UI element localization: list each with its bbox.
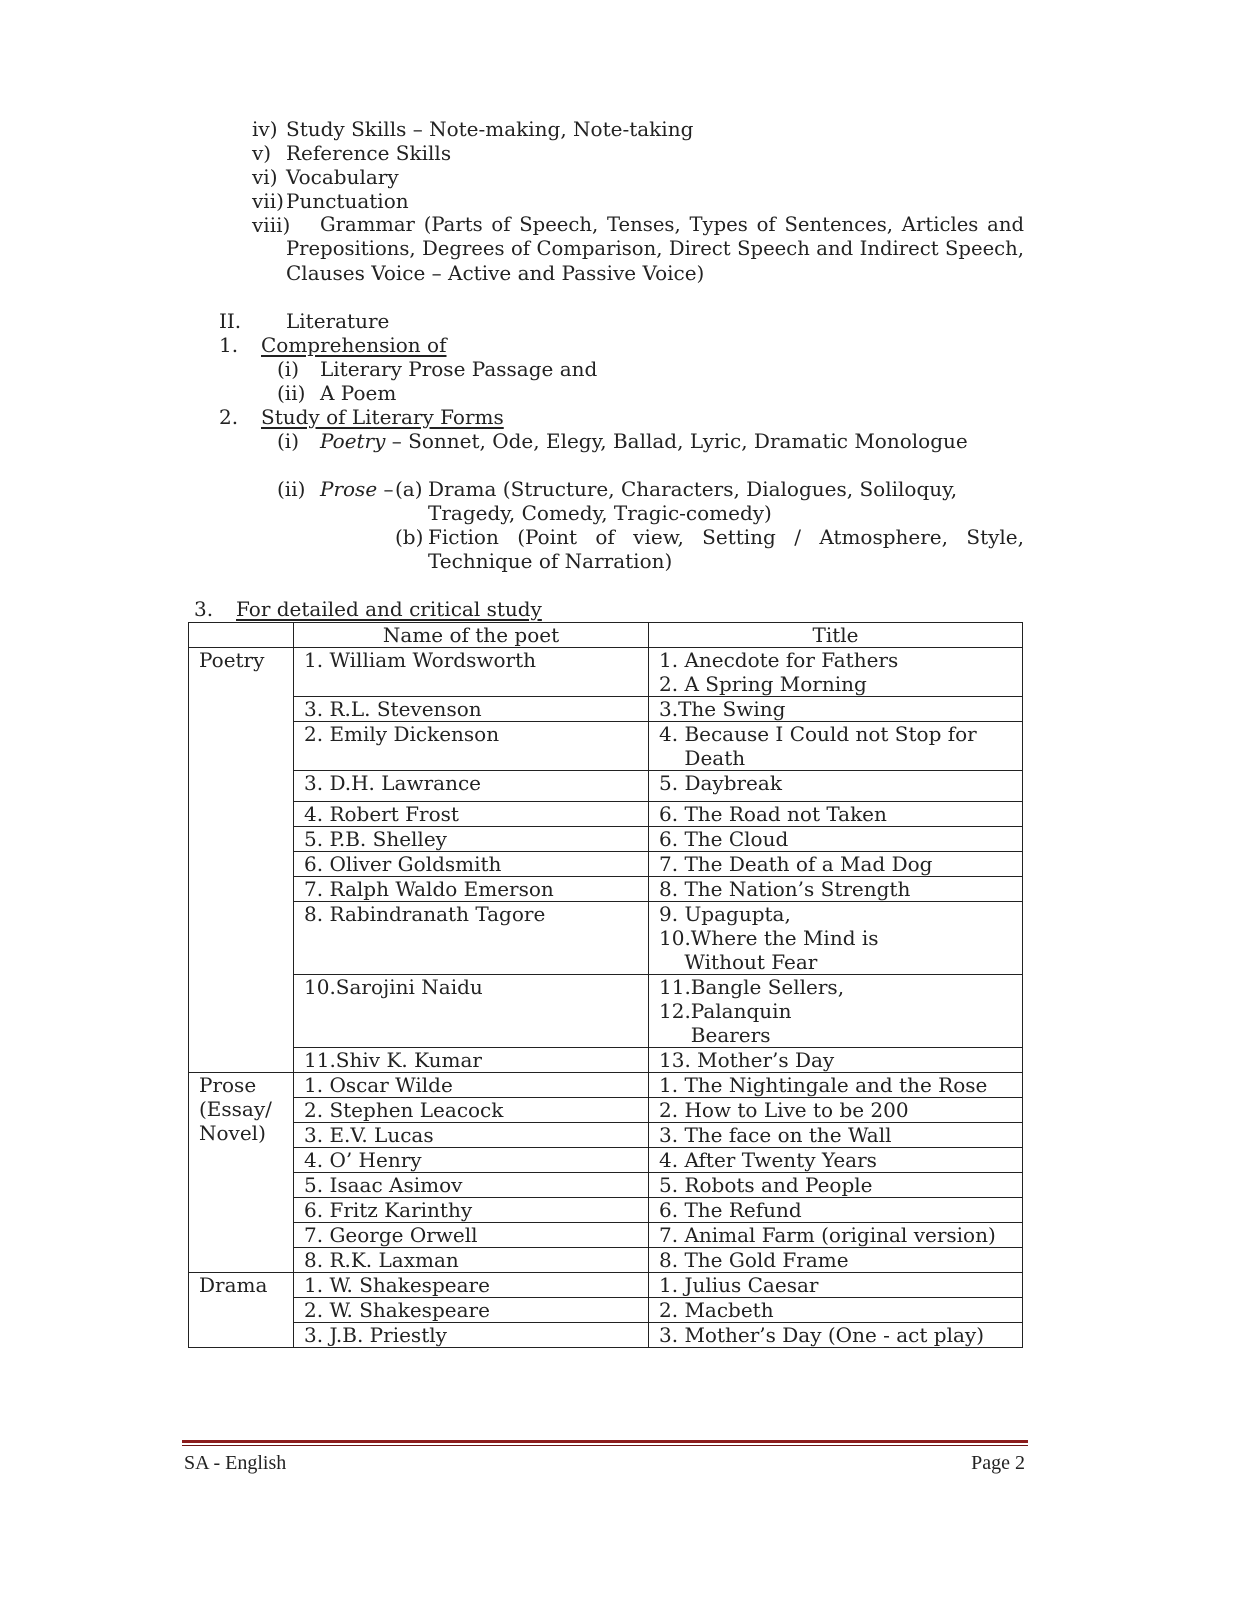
poet-cell: 11.Shiv K. Kumar (294, 1048, 649, 1073)
title-cell: 8. The Gold Frame (649, 1248, 1023, 1273)
title-cell: 1. Anecdote for Fathers 2. A Spring Morning (649, 648, 1023, 697)
table-row (189, 902, 1023, 975)
skill-text: Punctuation (286, 189, 409, 213)
title-cell: 2. Macbeth (649, 1298, 1023, 1323)
prose-form-lead (320, 477, 394, 501)
fiction-form-line-1: Fiction (Point of view, Setting / Atmosphere, Style, (428, 525, 1024, 549)
poet-cell: 1. W. Shakespeare (294, 1273, 649, 1298)
title-cell: 3. Mother’s Day (One - act play) (649, 1323, 1023, 1348)
poetry-form-text: – Sonnet, Ode, Elegy, Ballad, Lyric, Dramatic Monologue (385, 429, 968, 453)
header-category (189, 623, 294, 648)
table-row (189, 648, 1023, 697)
table-row (189, 1298, 1023, 1323)
comprehension-title: Comprehension of (261, 333, 447, 357)
header-poet: Name of the poet (294, 623, 649, 648)
poet-cell: 3. E.V. Lucas (294, 1123, 649, 1148)
poet-cell: 7. Ralph Waldo Emerson (294, 877, 649, 902)
poet-cell: 4. O’ Henry (294, 1148, 649, 1173)
comprehension-item-num: (ii) (277, 381, 306, 405)
poetry-form-num: (i) (277, 429, 300, 453)
fiction-form-num: (b) (395, 525, 424, 549)
table-row (189, 1223, 1023, 1248)
table-row (189, 1098, 1023, 1123)
grammar-line-1: Grammar (Parts of Speech, Tenses, Types of Sentences, Articles and (320, 213, 1024, 236)
table-row (189, 1248, 1023, 1273)
poet-cell: 2. Emily Dickenson (294, 722, 649, 771)
footer-rule (182, 1440, 1028, 1443)
comprehension-num: 1. (219, 333, 239, 357)
grammar-line-3: Clauses Voice – Active and Passive Voice) (286, 261, 705, 285)
title-cell: 4. Because I Could not Stop for Death (649, 722, 1023, 771)
comprehension-item-text: Literary Prose Passage and (320, 357, 598, 381)
title-cell: 5. Robots and People (649, 1173, 1023, 1198)
table-row (189, 802, 1023, 827)
title-cell: 3.The Swing (649, 697, 1023, 722)
drama-form-line-2: Tragedy, Comedy, Tragic-comedy) (428, 501, 772, 525)
skill-text: Vocabulary (286, 165, 399, 189)
prose-form-num: (ii) (277, 477, 306, 501)
title-cell: 6. The Cloud (649, 827, 1023, 852)
comprehension-item-text: A Poem (320, 381, 397, 405)
forms-title: Study of Literary Forms (261, 405, 504, 429)
skill-num: iv) (252, 117, 278, 141)
poet-cell: 3. R.L. Stevenson (294, 697, 649, 722)
category-poetry: Poetry (189, 648, 294, 1073)
study-title: For detailed and critical study (236, 597, 542, 621)
title-cell: 3. The face on the Wall (649, 1123, 1023, 1148)
table-row (189, 1148, 1023, 1173)
title-cell: 1. The Nightingale and the Rose (649, 1073, 1023, 1098)
literature-heading: Literature (286, 309, 390, 333)
title-cell: 9. Upagupta, 10.Where the Mind is Without Fear (649, 902, 1023, 975)
table-row (189, 1323, 1023, 1348)
literature-num: II. (219, 309, 242, 333)
poetry-form-line (320, 429, 968, 453)
drama-form-line-1: Drama (Structure, Characters, Dialogues, Soliloquy, (428, 477, 958, 501)
title-cell: 1. Julius Caesar (649, 1273, 1023, 1298)
poet-cell: 2. Stephen Leacock (294, 1098, 649, 1123)
title-cell: 5. Daybreak (649, 771, 1023, 802)
drama-form-num: (a) (395, 477, 423, 501)
title-cell: 4. After Twenty Years (649, 1148, 1023, 1173)
fiction-form-line-2: Technique of Narration) (428, 549, 673, 573)
title-cell: 6. The Refund (649, 1198, 1023, 1223)
poet-cell: 7. George Orwell (294, 1223, 649, 1248)
title-cell: 7. Animal Farm (original version) (649, 1223, 1023, 1248)
skill-text: Reference Skills (286, 141, 452, 165)
category-drama: Drama (189, 1273, 294, 1348)
table-row (189, 1198, 1023, 1223)
table-row (189, 852, 1023, 877)
skill-num: vii) (252, 189, 284, 213)
study-table (188, 622, 1023, 1348)
poetry-form-label: Poetry (320, 429, 386, 453)
footer-rule-thin (182, 1445, 1028, 1446)
table-row (189, 1073, 1023, 1098)
table-row (189, 1173, 1023, 1198)
title-cell: 13. Mother’s Day (649, 1048, 1023, 1073)
table-row (189, 697, 1023, 722)
table-row (189, 1273, 1023, 1298)
category-prose: Prose (Essay/ Novel) (189, 1073, 294, 1273)
skill-text: Study Skills – Note-making, Note-taking (286, 117, 694, 141)
skill-num: vi) (252, 165, 278, 189)
poet-cell: 5. P.B. Shelley (294, 827, 649, 852)
comprehension-item-num: (i) (277, 357, 300, 381)
table-header-row (189, 623, 1023, 648)
table-row (189, 1123, 1023, 1148)
poet-cell: 3. D.H. Lawrance (294, 771, 649, 802)
poet-cell: 6. Fritz Karinthy (294, 1198, 649, 1223)
poet-cell: 8. R.K. Laxman (294, 1248, 649, 1273)
poet-cell: 5. Isaac Asimov (294, 1173, 649, 1198)
prose-form-label: Prose (320, 477, 378, 501)
grammar-line-2: Prepositions, Degrees of Comparison, Direct Speech and Indirect Speech, (286, 237, 1024, 260)
table-row (189, 771, 1023, 802)
poet-cell: 8. Rabindranath Tagore (294, 902, 649, 975)
poet-cell: 1. Oscar Wilde (294, 1073, 649, 1098)
table-row (189, 722, 1023, 771)
title-cell: 8. The Nation’s Strength (649, 877, 1023, 902)
table-row (189, 975, 1023, 1048)
title-cell: 11.Bangle Sellers, 12.Palanquin Bearers (649, 975, 1023, 1048)
poet-cell: 1. William Wordsworth (294, 648, 649, 697)
table-row (189, 827, 1023, 852)
poet-cell: 3. J.B. Priestly (294, 1323, 649, 1348)
poet-cell: 2. W. Shakespeare (294, 1298, 649, 1323)
grammar-num: viii) (252, 213, 291, 237)
table-row (189, 1048, 1023, 1073)
skill-num: v) (252, 141, 272, 165)
footer-left: SA - English (184, 1452, 287, 1474)
footer-page-number: Page 2 (971, 1452, 1025, 1474)
poet-cell: 4. Robert Frost (294, 802, 649, 827)
title-cell: 6. The Road not Taken (649, 802, 1023, 827)
header-title: Title (649, 623, 1023, 648)
table-row (189, 877, 1023, 902)
poet-cell: 10.Sarojini Naidu (294, 975, 649, 1048)
title-cell: 7. The Death of a Mad Dog (649, 852, 1023, 877)
forms-num: 2. (219, 405, 239, 429)
poet-cell: 6. Oliver Goldsmith (294, 852, 649, 877)
title-cell: 2. How to Live to be 200 (649, 1098, 1023, 1123)
prose-form-dash: – (377, 477, 394, 501)
study-num: 3. (194, 597, 214, 621)
